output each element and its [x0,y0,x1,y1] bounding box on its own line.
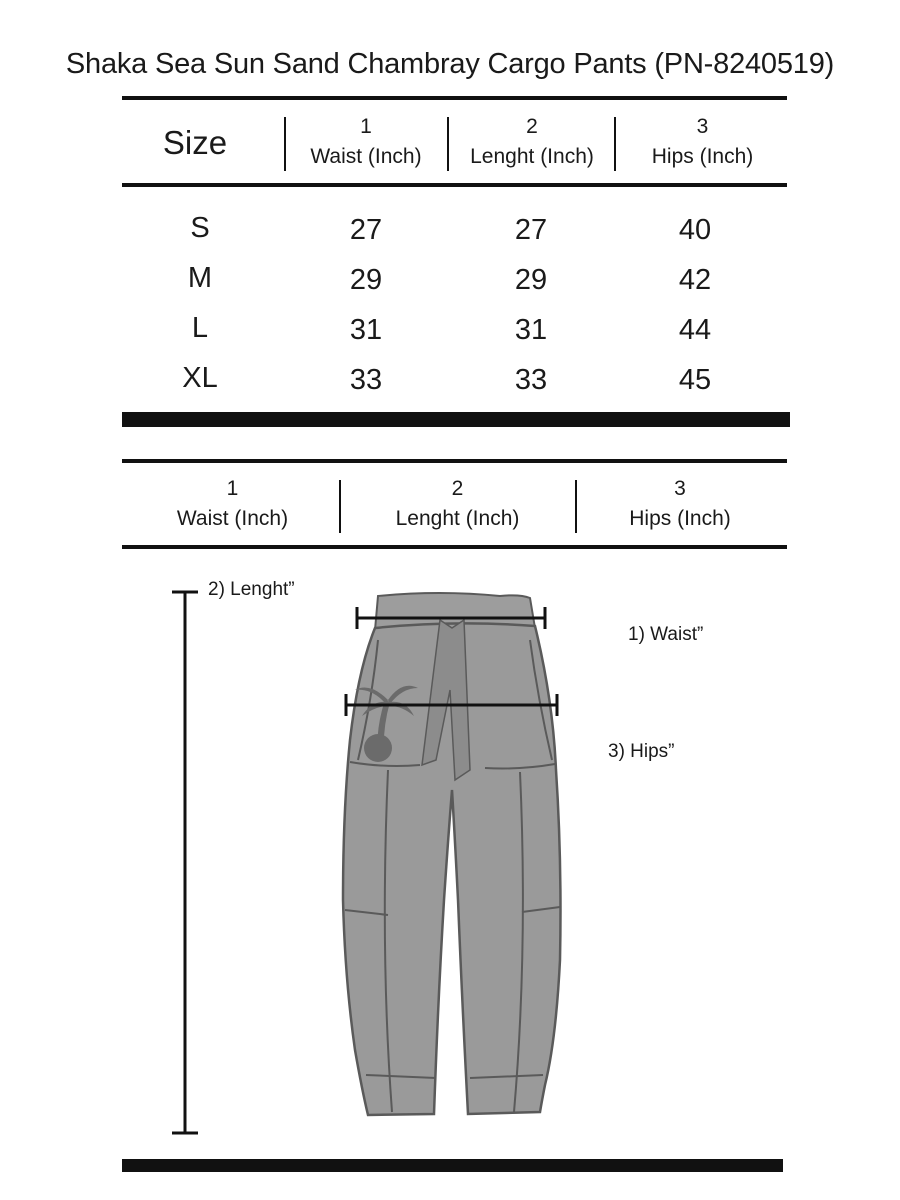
table-bottom-rule [122,412,790,427]
column-number: 3 [696,115,709,138]
size-cell: S [190,212,210,244]
pants-illustration [343,593,561,1115]
length-cell: 27 [514,214,548,246]
legend-bottom-rule [122,545,787,549]
length-cell: 29 [514,264,548,296]
size-cell: XL [182,362,218,394]
length-cell: 33 [514,364,548,396]
legend-number: 1 [226,477,239,500]
page-title: Shaka Sea Sun Sand Chambray Cargo Pants (PN-8240519) [65,48,835,80]
legend-label: Waist (Inch) [176,507,289,530]
pants-diagram [0,560,900,1160]
length-column-header [452,115,612,169]
hips-cell: 45 [678,364,712,396]
hips-cell: 42 [678,264,712,296]
column-number: 1 [360,115,372,138]
column-divider [447,117,449,171]
hips-cell: 40 [678,214,712,246]
legend-label: Lenght (Inch) [395,507,520,530]
legend-hips [580,477,780,531]
waist-annotation: 1) Waist” [628,624,704,645]
legend-length [345,477,570,531]
hips-column-header [620,115,785,169]
column-divider [575,480,577,533]
column-divider [339,480,341,533]
hips-cell: 44 [678,314,712,346]
column-label: Waist (Inch) [310,145,422,168]
legend-number: 3 [674,477,686,500]
legend-waist [130,477,335,531]
length-cell: 31 [514,314,548,346]
waist-cell: 27 [349,214,383,246]
legend-label: Hips (Inch) [629,507,731,530]
column-label: Hips (Inch) [651,145,754,168]
page-bottom-rule [122,1159,783,1172]
column-number: 2 [526,115,538,138]
waist-cell: 29 [349,264,383,296]
legend-top-rule [122,459,787,463]
length-measure-line [172,592,198,1133]
legend-number: 2 [451,477,464,500]
size-cell: M [187,262,213,294]
column-divider [284,117,286,171]
size-cell: L [191,312,209,344]
column-label: Lenght (Inch) [470,145,594,168]
waist-cell: 33 [349,364,383,396]
header-bottom-rule [122,183,787,187]
length-annotation: 2) Lenght” [208,579,295,600]
hips-annotation: 3) Hips” [608,741,675,762]
size-column-header: Size [162,124,228,161]
waist-column-header [290,115,442,169]
column-divider [614,117,616,171]
waist-cell: 31 [349,314,383,346]
table-top-rule [122,96,787,100]
